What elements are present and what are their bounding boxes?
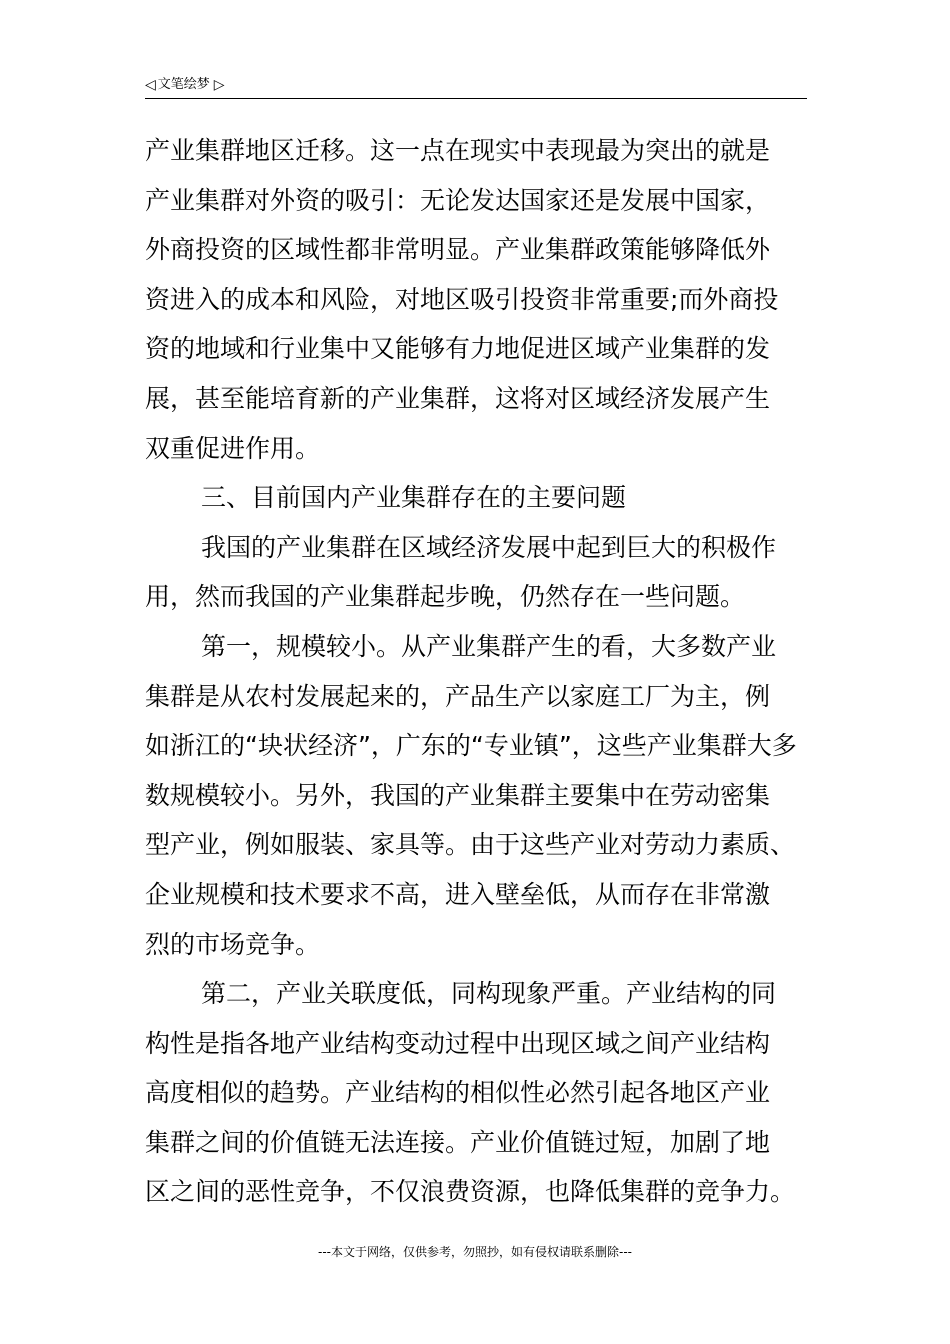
text-line: 区之间的恶性竞争，不仅浪费资源，也降低集群的竞争力。 [145, 1177, 796, 1207]
text-line: 如浙江的“块状经济”，广东的“专业镇”，这些产业集群大多 [145, 731, 797, 761]
text-line: 集群之间的价值链无法连接。产业价值链过短，加剧了地 [145, 1127, 771, 1157]
text-line: 双重促进作用。 [145, 433, 321, 463]
text-line: 高度相似的趋势。产业结构的相似性必然引起各地区产业 [145, 1078, 771, 1108]
document-body [145, 126, 807, 1217]
text-line: 产业集群对外资的吸引：无论发达国家还是发展中国家， [145, 185, 771, 215]
text-line: 烈的市场竞争。 [145, 929, 321, 959]
section-heading: 三、目前国内产业集群存在的主要问题 [201, 483, 627, 513]
text-line: 型产业，例如服装、家具等。由于这些产业对劳动力素质、 [145, 830, 796, 860]
text-line: 数规模较小。另外，我国的产业集群主要集中在劳动密集 [145, 780, 771, 810]
text-line: 集群是从农村发展起来的，产品生产以家庭工厂为主，例 [145, 681, 771, 711]
text-line: 资的地域和行业集中又能够有力地促进区域产业集群的发 [145, 334, 771, 364]
header-title: 文笔绘梦 [157, 77, 210, 92]
left-triangle-icon: ◁ [145, 77, 156, 93]
text-line: 第一，规模较小。从产业集群产生的看，大多数产业 [201, 631, 777, 661]
text-line: 资进入的成本和风险，对地区吸引投资非常重要;而外商投 [145, 284, 779, 314]
text-line: 企业规模和技术要求不高，进入壁垒低，从而存在非常激 [145, 879, 771, 909]
text-line: 展，甚至能培育新的产业集群，这将对区域经济发展产生 [145, 383, 771, 413]
text-line: 第二，产业关联度低，同构现象严重。产业结构的同 [201, 979, 777, 1009]
page-footer: ---本文于网络，仅供参考，勿照抄，如有侵权请联系删除--- [318, 1245, 632, 1259]
page-header [145, 72, 807, 99]
text-line: 用，然而我国的产业集群起步晚，仍然存在一些问题。 [145, 582, 746, 612]
text-line: 产业集群地区迁移。这一点在现实中表现最为突出的就是 [145, 136, 771, 165]
text-line: 我国的产业集群在区域经济发展中起到巨大的积极作 [201, 532, 777, 562]
text-line: 构性是指各地产业结构变动过程中出现区域之间产业结构 [145, 1028, 771, 1058]
right-triangle-icon: ▷ [213, 77, 225, 93]
text-line: 外商投资的区域性都非常明显。产业集群政策能够降低外 [145, 235, 771, 265]
